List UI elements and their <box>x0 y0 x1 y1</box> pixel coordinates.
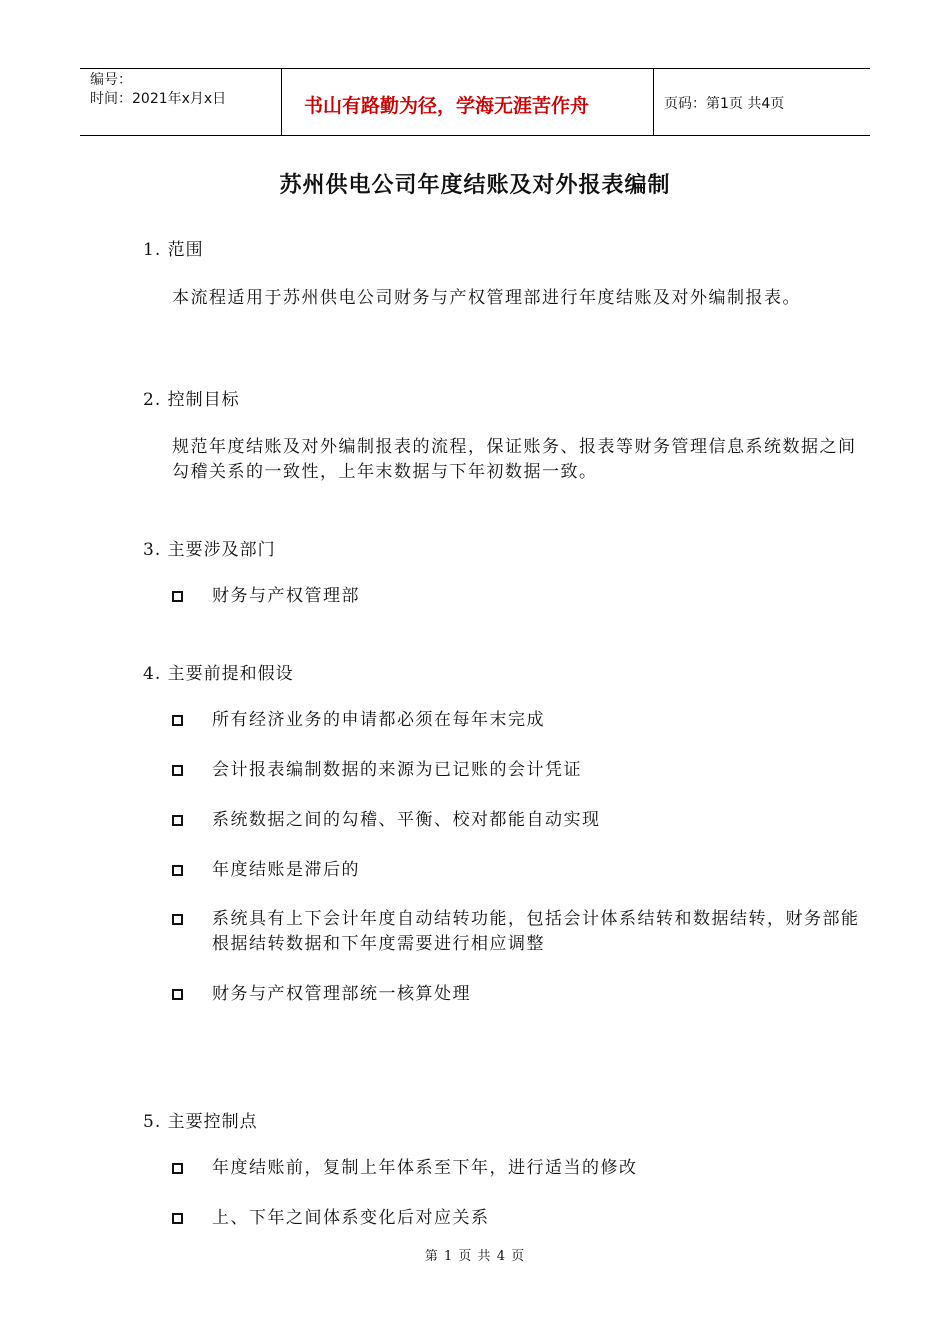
section-text-scope: 本流程适用于苏州供电公司财务与产权管理部进行年度结账及对外编制报表。 <box>172 288 801 308</box>
page-footer: 第 1 页 共 4 页 <box>424 1249 526 1264</box>
checkbox-square-icon <box>172 989 183 1000</box>
header-meta <box>80 69 282 135</box>
list-item: 年度结账前，复制上年体系至下年，进行适当的修改 <box>172 1156 862 1181</box>
section-heading-assumptions: 4. 主要前提和假设 <box>143 664 294 684</box>
list-item: 系统数据之间的勾稽、平衡、校对都能自动实现 <box>172 808 862 833</box>
section-text-objective: 规范年度结账及对外编制报表的流程，保证账务、报表等财务管理信息系统数据之间勾稽关系的一致性，上年末数据与下年初数据一致。 <box>172 437 857 482</box>
header-page-info: 页码：第1页 共4页 <box>664 96 785 112</box>
checkbox-square-icon <box>172 1213 183 1224</box>
list-item: 财务与产权管理部统一核算处理 <box>172 982 862 1007</box>
checkbox-square-icon <box>172 591 183 602</box>
section-heading-objective: 2. 控制目标 <box>143 390 240 410</box>
list-item: 所有经济业务的申请都必须在每年末完成 <box>172 708 862 733</box>
list-item: 会计报表编制数据的来源为已记账的会计凭证 <box>172 758 862 783</box>
checkbox-square-icon <box>172 1163 183 1174</box>
list-item: 年度结账是滞后的 <box>172 858 862 883</box>
checkbox-square-icon <box>172 715 183 726</box>
section-heading-control-points: 5. 主要控制点 <box>143 1112 258 1132</box>
checkbox-square-icon <box>172 914 183 925</box>
section-heading-scope: 1. 范围 <box>143 240 204 260</box>
list-item: 财务与产权管理部 <box>172 584 862 609</box>
time-label: 时间：2021年x月x日 <box>90 91 227 107</box>
document-title: 苏州供电公司年度结账及对外报表编制 <box>279 173 671 198</box>
header-motto: 书山有路勤为径，学海无涯苦作舟 <box>282 69 654 135</box>
checkbox-square-icon <box>172 815 183 826</box>
list-item: 系统具有上下会计年度自动结转功能，包括会计体系结转和数据结转，财务部能根据结转数据和下年度需要进行相应调整 <box>172 907 862 957</box>
number-label: 编号： <box>90 72 132 88</box>
section-heading-departments: 3. 主要涉及部门 <box>143 540 276 560</box>
checkbox-square-icon <box>172 765 183 776</box>
checkbox-square-icon <box>172 865 183 876</box>
list-item: 上、下年之间体系变化后对应关系 <box>172 1206 862 1231</box>
header-table <box>80 68 870 136</box>
